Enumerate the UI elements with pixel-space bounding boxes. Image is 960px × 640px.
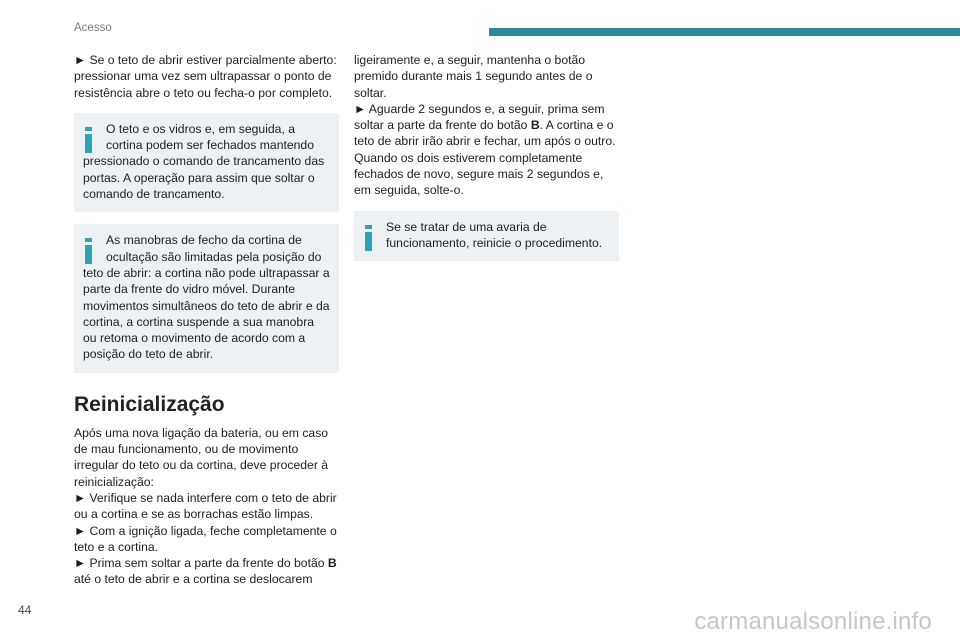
intro-paragraph: ► Se o teto de abrir estiver parcialmente aberto: pressionar uma vez sem ultrapassar o ponto de resistência abre o teto ou fecha-o por completo. bbox=[74, 53, 337, 100]
info-box-text: O teto e os vidros e, em seguida, a cortina podem ser fechados mantendo pressionado o comando de trancamento das portas. A operação para assim que soltar o comando de trancamento. bbox=[83, 121, 325, 202]
continuation-text: ligeiramente e, a seguir, mantenha o botão premido durante mais 1 segundo antes de o soltar. bbox=[354, 53, 593, 100]
step-text: até o teto de abrir e a cortina se deslocarem bbox=[74, 572, 313, 587]
info-box-text: Se se tratar de uma avaria de funcionamento, reinicie o procedimento. bbox=[386, 219, 603, 250]
right-column bbox=[354, 52, 619, 273]
info-box bbox=[74, 113, 339, 212]
step-text: ► Aguarde 2 segundos e, a seguir, prima sem soltar a parte da frente do botão bbox=[354, 101, 605, 133]
watermark: carmanualsonline.info bbox=[694, 608, 932, 635]
info-box-text: As manobras de fecho da cortina de ocultação são limitadas pela posição do teto de abrir: a cortina não pode ultrapassar a parte da frente do vidro móvel. Durante movimentos simultâneos do teto de abrir e da cortina, a cortina suspende a sua manobra ou retoma o movimento de acordo com a posição do teto de abrir. bbox=[83, 233, 330, 362]
section-title: Acesso bbox=[74, 22, 112, 34]
info-box bbox=[354, 211, 619, 262]
left-column bbox=[74, 52, 339, 588]
header-accent-bar bbox=[489, 28, 960, 36]
info-icon bbox=[85, 238, 97, 264]
section-heading: Reinicialização bbox=[74, 392, 225, 416]
info-icon bbox=[365, 225, 377, 251]
info-icon bbox=[85, 127, 97, 153]
info-box bbox=[74, 224, 339, 372]
reset-step: ► Com a ignição ligada, feche completamente o teto e a cortina. bbox=[74, 523, 337, 554]
reset-step: ► Verifique se nada interfere com o teto de abrir ou a cortina e se as borrachas estão limpas. bbox=[74, 490, 337, 522]
step-text: . A cortina e o teto de abrir irão abrir e fechar, um após o outro. Quando os dois estiverem completamente fechados de novo, segure mais 2 segundos e, em seguida, solte-o. bbox=[354, 118, 616, 198]
step-text: ► Prima sem soltar a parte da frente do botão bbox=[74, 556, 328, 571]
reset-step bbox=[74, 555, 339, 588]
reset-step bbox=[354, 101, 619, 199]
button-key: B bbox=[327, 556, 337, 571]
reset-intro: Após uma nova ligação da bateria, ou em caso de mau funcionamento, ou de movimento irregular do teto ou da cortina, deve proceder à reinicialização: bbox=[74, 425, 329, 489]
page-number: 44 bbox=[18, 603, 32, 617]
button-key: B bbox=[530, 118, 540, 133]
